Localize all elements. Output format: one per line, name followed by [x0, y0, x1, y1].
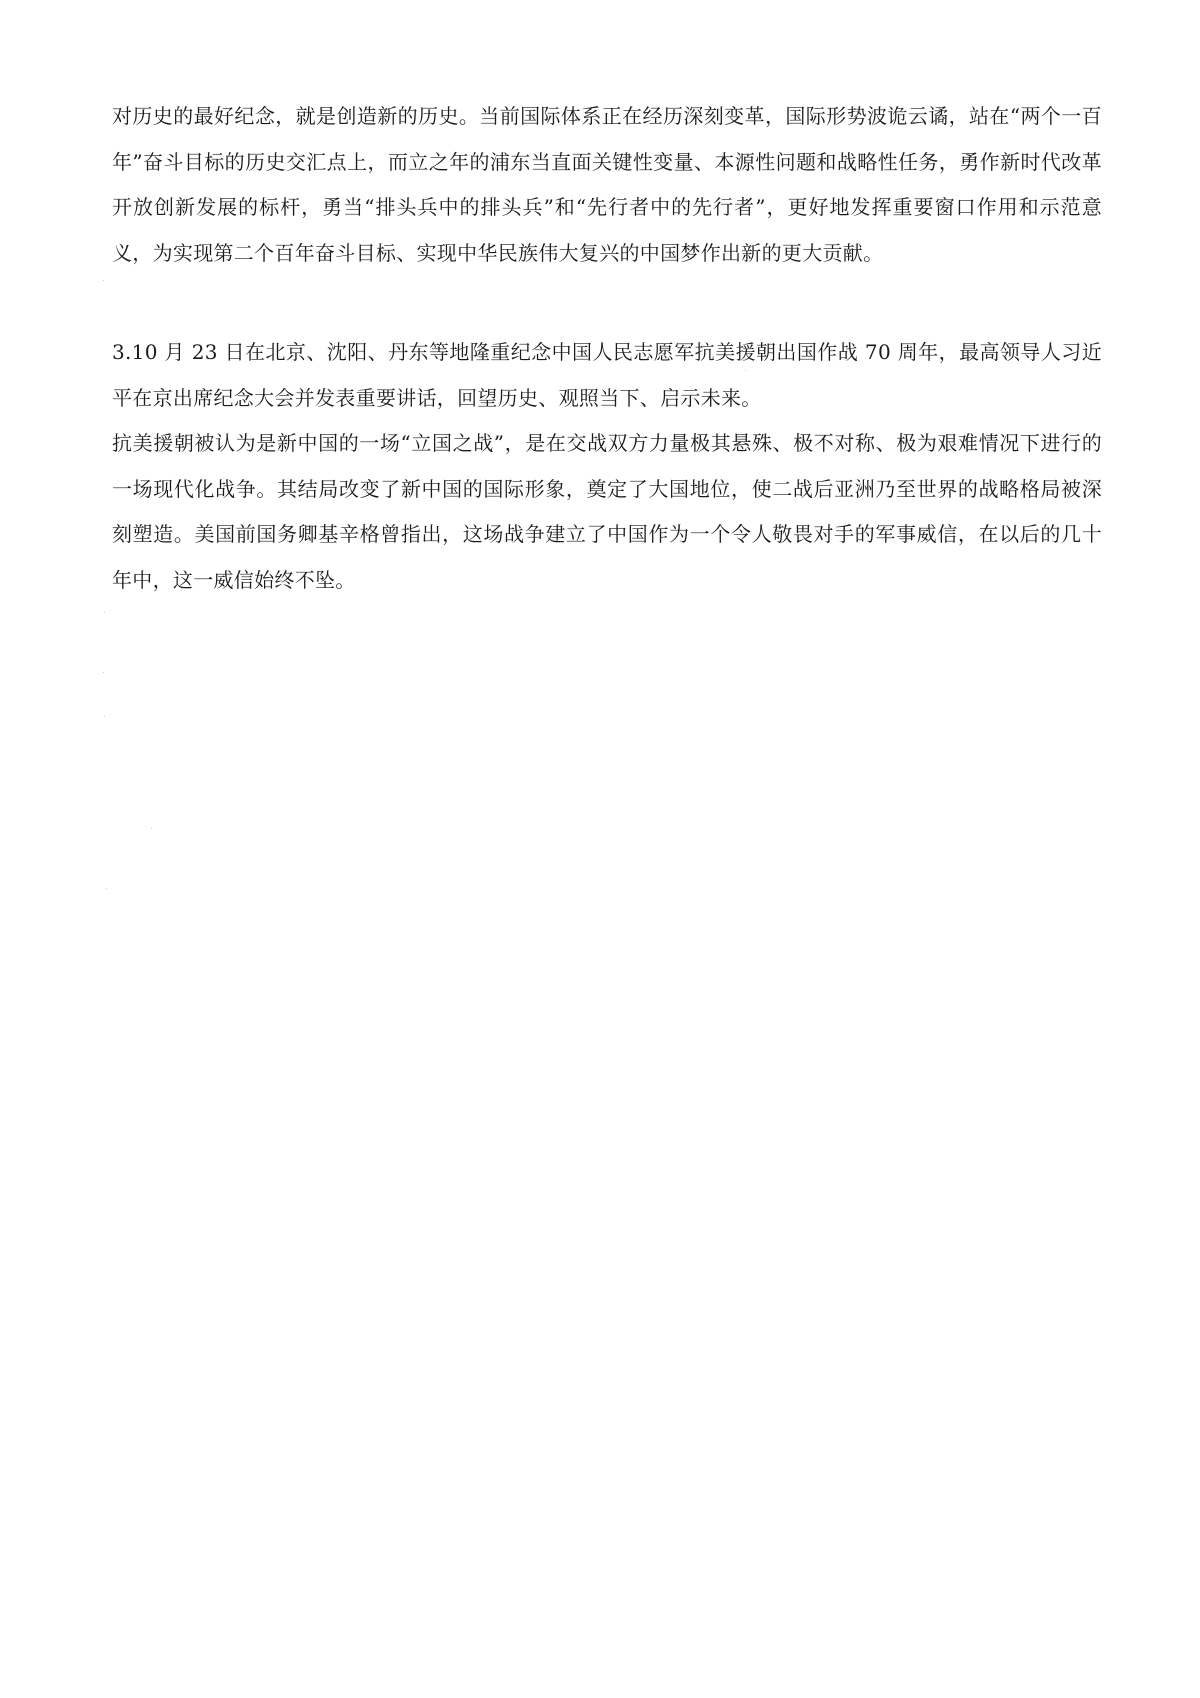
paragraph-item-3-commemoration: 3.10 月 23 日在北京、沈阳、丹东等地隆重纪念中国人民志愿军抗美援朝出国作战 70 周年，最高领导人习近平在京出席纪念大会并发表重要讲话，回望历史、观照当下、启示未来。 [112, 340, 1102, 410]
paragraph-war-significance: 抗美援朝被认为是新中国的一场“立国之战”，是在交战双方力量极其悬殊、极不对称、极为艰难情况下进行的一场现代化战争。其结局改变了新中国的国际形象，奠定了大国地位，使二战后亚洲乃至世界的战略格局被深刻塑造。美国前国务卿基辛格曾指出，这场战争建立了中国作为一个令人敬畏对手的军事威信，在以后的几十年中，这一威信始终不坠。 [112, 431, 1102, 592]
scan-speck [103, 672, 104, 673]
scan-speck [745, 370, 746, 371]
scan-speck [151, 828, 152, 829]
scan-speck [104, 612, 105, 613]
scan-speck [103, 280, 104, 281]
text-section-1 [112, 94, 1102, 276]
scan-speck [104, 716, 105, 717]
paragraph-history-commemoration: 对历史的最好纪念，就是创造新的历史。当前国际体系正在经历深刻变革，国际形势波诡云谲，站在“两个一百年”奋斗目标的历史交汇点上，而立之年的浦东当直面关键性变量、本源性问题和战略性任务，勇作新时代改革开放创新发展的标杆，勇当“排头兵中的排头兵”和“先行者中的先行者”，更好地发挥重要窗口作用和示范意义，为实现第二个百年奋斗目标、实现中华民族伟大复兴的中国梦作出新的更大贡献。 [112, 104, 1102, 265]
scan-speck [106, 888, 107, 889]
scan-speck [441, 547, 442, 548]
text-section-2 [112, 330, 1102, 603]
